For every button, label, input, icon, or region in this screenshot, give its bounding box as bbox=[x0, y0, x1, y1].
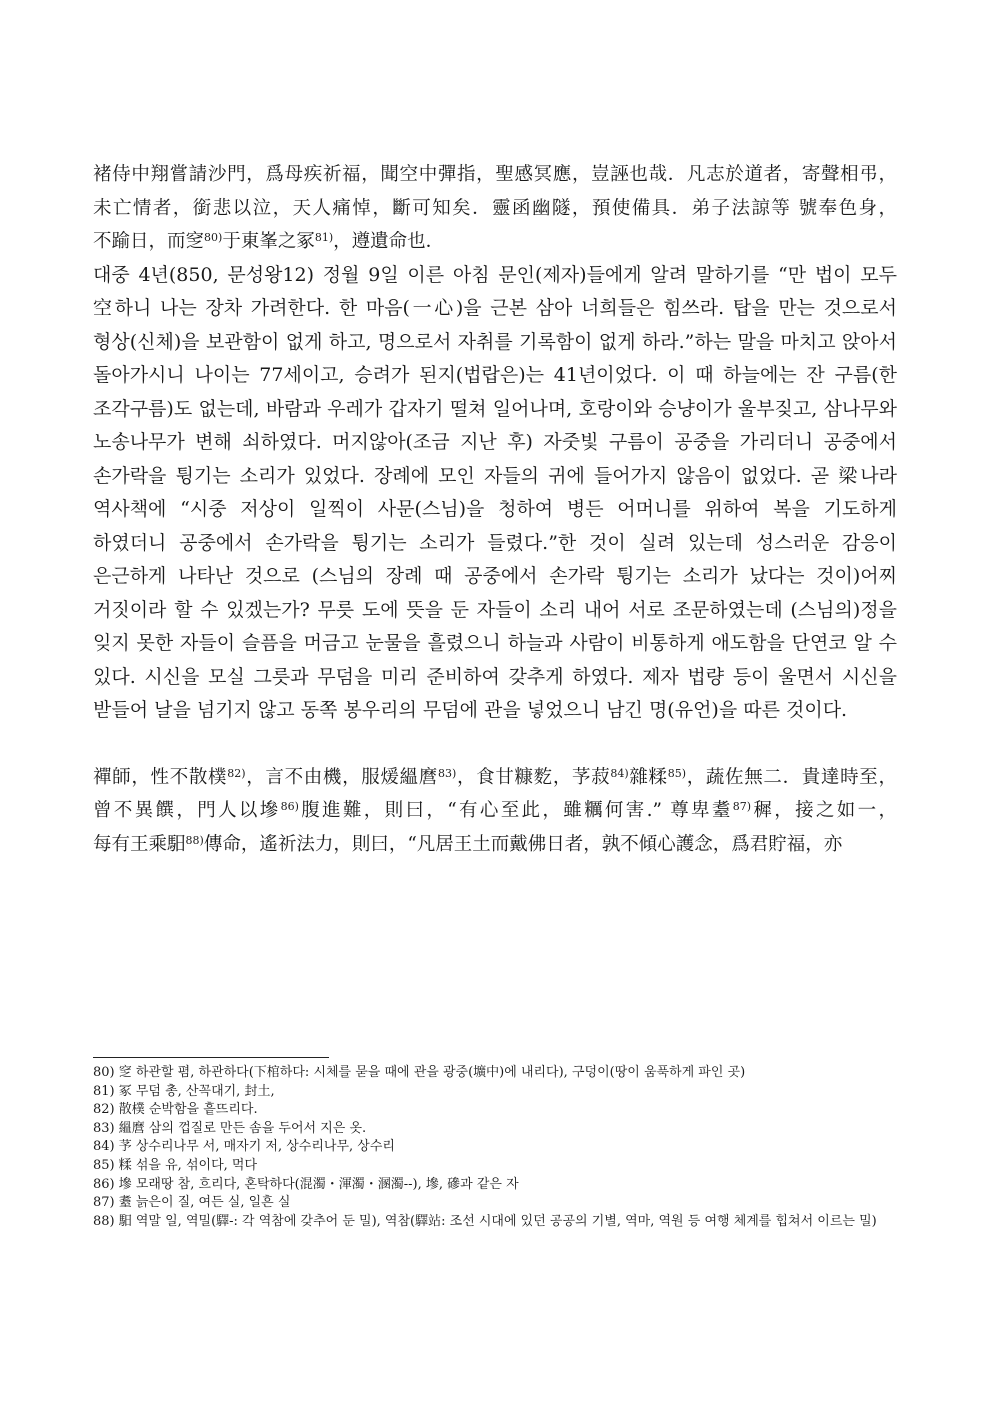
footnote-86: 86) 墋 모래땅 참, 흐리다, 혼탁하다(混濁・渾濁・溷濁--), 墋, 磣과 같은 자 bbox=[93, 1176, 519, 1192]
footnote-ref-87[interactable]: 87) bbox=[732, 800, 752, 813]
footnote-87: 87) 耋 늙은이 질, 여든 실, 일흔 실 bbox=[93, 1195, 291, 1211]
footnote-ref-88[interactable]: 88) bbox=[185, 833, 204, 847]
text-run: 褚侍中翔嘗請沙門，爲母疾祈福，聞空中彈指，聖感冥應，豈誣也哉．凡志於道者，寄聲相弔，未亡情者，銜悲以泣，天人痛悼，斷可知矣．靈函幽隧，預使備具．弟子法諒等 號奉色身，不踰日，而窆 bbox=[93, 164, 897, 252]
footnote-81: 81) 冢 무덤 총, 산꼭대기, 封土, bbox=[93, 1083, 275, 1099]
footnote-ref-85[interactable]: 85) bbox=[667, 766, 687, 780]
text-run: 腹進難，則曰，“有心至此，雖糲何害.” 尊卑耋 bbox=[298, 800, 733, 821]
footnote-82: 82) 散樸 순박함을 흩뜨리다. bbox=[93, 1102, 258, 1118]
text-run: ，食甘糠麧，芧菽 bbox=[456, 766, 611, 788]
footnote-ref-82[interactable]: 82) bbox=[227, 766, 246, 780]
classical-chinese-paragraph-2 bbox=[93, 761, 897, 862]
footnote-ref-86[interactable]: 86) bbox=[280, 800, 299, 813]
footnote-88: 88) 馹 역말 일, 역밀(驛-: 각 역참에 갖추어 둔 밀), 역참(驛站: 조선 시대에 있던 공공의 기별, 역마, 역원 등 여행 체계를 힙쳐서 이르는 밀) bbox=[93, 1213, 877, 1229]
footnote-ref-83[interactable]: 83) bbox=[438, 766, 457, 780]
footnote-80: 80) 窆 하관할 폄, 하관하다(下棺하다: 시체를 묻을 때에 관을 광중(壙中)에 내리다), 구덩이(땅이 움푹하게 파인 곳) bbox=[93, 1065, 746, 1080]
text-run: 雜糅 bbox=[628, 766, 668, 788]
text-run: ，言不由機，服煖縕麿 bbox=[245, 766, 438, 788]
korean-translation-paragraph: 대중 4년(850, 문성왕12) 정월 9일 이른 아침 문인(제자)들에게 알려 말하기를 “만 법이 모두 空하니 나는 장차 가려한다. 한 마음(一心)을 근본 삼아 너희들은 힘쓰라. 탑을 만는 것으로서 형상(신체)을 보관함이 없게 하고, 명으로서 자취를 기록함이 없게 하라.”하는 말을 마치고 앉아서 돌아가시니 나이는 77세이고, 승려가 된지(법랍은)는 41년이었다. 이 때 하늘에는 잔 구름(한 조각구름)도 없는데, 바람과 우레가 갑자기 떨쳐 일어나며, 호랑이와 승냥이가 울부짖고, 삼나무와 노송나무가 변해 쇠하였다. 머지않아(조금 지난 후) 자줏빛 구름이 공중을 가리더니 공중에서 손가락을 튕기는 소리가 있었다. 장례에 모인 자들의 귀에 들어가지 않음이 없었다. 곧 梁나라 역사책에 “시중 저상이 일찍이 사문(스님)을 청하여 병든 어머니를 위하여 복을 기도하게 하였더니 공중에서 손가락을 튕기는 소리가 들렸다.”한 것이 실려 있는데 성스러운 감응이 은근하게 나타난 것으로 (스님의 장례 때 공중에서 손가락 튕기는 소리가 났다는 것이)어찌 거짓이라 할 수 있겠는가? 무릇 도에 뜻을 둔 자들이 소리 내어 서로 조문하였는데 (스님의)정을 잊지 못한 자들이 슬픔을 머금고 눈물을 흘렸으니 하늘과 사람이 비통하게 애도함을 단연코 알 수 있다. 시신을 모실 그릇과 무덤을 미리 준비하여 갖추게 하였다. 제자 법량 등이 울면서 시신을 받들어 날을 넘기지 않고 동쪽 봉우리의 무덤에 관을 넣었으니 남긴 명(유언)을 따른 것이다. bbox=[93, 263, 897, 721]
footnote-separator bbox=[93, 1057, 329, 1058]
text-run: 穉，接之如一，每有王乘馹 bbox=[93, 800, 897, 855]
text-run: ，遵遺命也． bbox=[333, 231, 445, 252]
main-text bbox=[93, 158, 897, 861]
footnote-ref-81[interactable]: 81) bbox=[314, 231, 334, 244]
text-run: 禪師，性不散樸 bbox=[93, 766, 228, 788]
text-run: ，蔬佐無二．貴達時至，曾不異饌，門人以墋 bbox=[93, 766, 897, 821]
footnote-85: 85) 糅 섞을 유, 섞이다, 먹다 bbox=[93, 1157, 258, 1173]
footnote-83: 83) 縕麿 삼의 껍질로 만든 솜을 두어서 지은 옷. bbox=[93, 1120, 367, 1136]
text-run: 于東峯之冢 bbox=[222, 231, 315, 252]
classical-chinese-paragraph-1 bbox=[93, 158, 897, 259]
paragraph-spacer bbox=[93, 728, 897, 761]
footnote-ref-84[interactable]: 84) bbox=[610, 766, 629, 780]
text-run: 傳命，遙祈法力，則曰，“凡居王土而戴佛日者，孰不傾心護念，爲君貯福，亦 bbox=[203, 833, 843, 855]
document-page bbox=[93, 0, 897, 1403]
footnote-84: 84) 芧 상수리나무 서, 매자기 저, 상수리나무, 상수리 bbox=[93, 1139, 395, 1155]
footnote-list bbox=[93, 1064, 897, 1231]
footnote-ref-80[interactable]: 80) bbox=[204, 231, 223, 244]
